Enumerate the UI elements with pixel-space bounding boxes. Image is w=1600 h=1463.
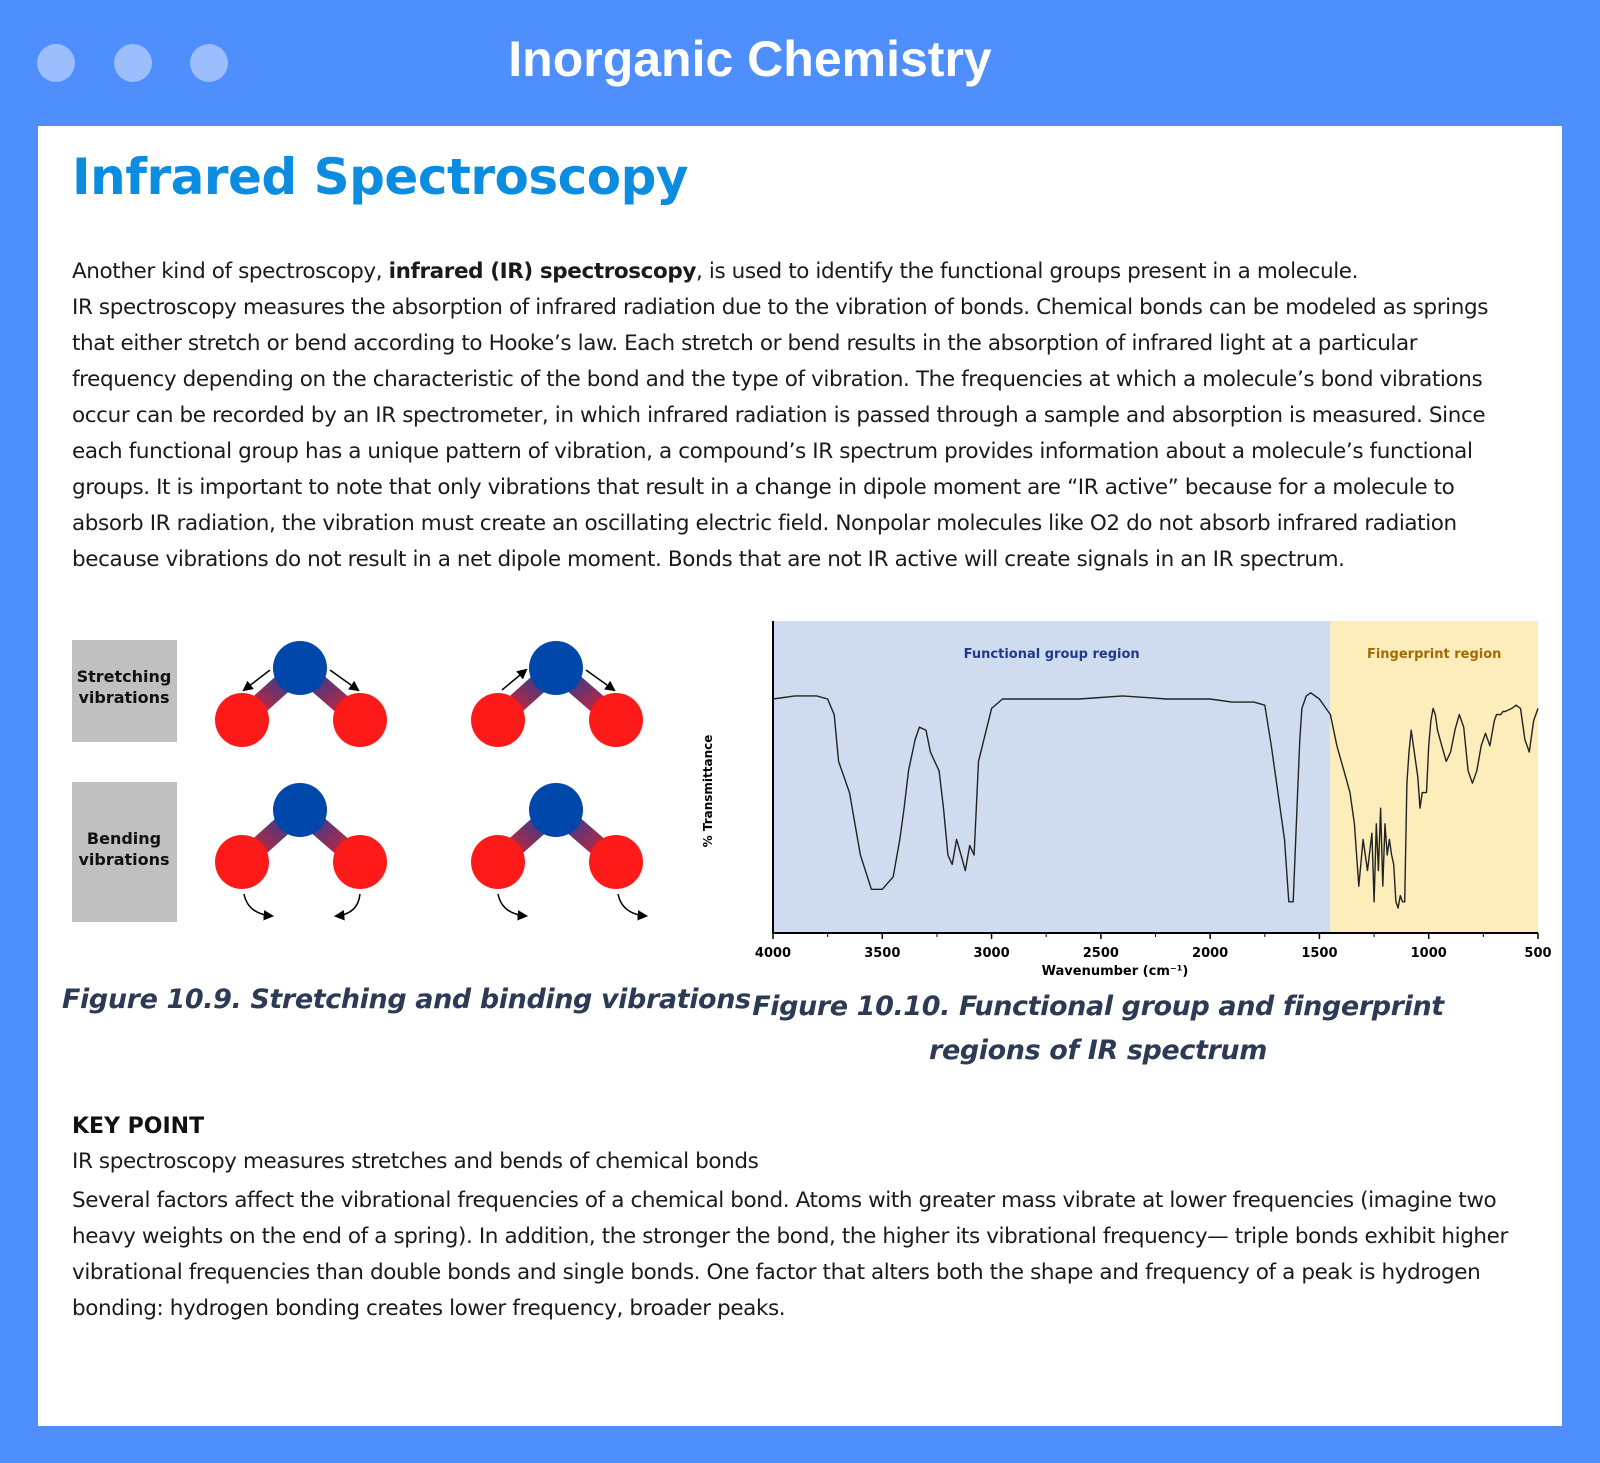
molecule-stretch-symmetric	[215, 641, 387, 747]
factors-paragraph: Several factors affect the vibrational frequencies of a chemical bond. Atoms with greater mass vibrate at lower frequencies (imagine two heavy weights on the end of a spring). In addition, the stronger the bond, the higher its vibrational frequency— triple bonds exhibit higher vibrational frequencies than double bonds and single bonds. One factor that alters both the shape and frequency of a peak is hydrogen bonding: hydrogen bonding creates lower frequency, broader peaks.	[72, 1188, 1508, 1321]
chart-region-2	[1330, 621, 1538, 933]
intro-paragraph	[72, 254, 1512, 578]
ir-spectrum-figure	[698, 621, 1558, 1131]
figure-10-caption	[698, 985, 1498, 1073]
content-window	[38, 126, 1562, 1426]
stretching-label-line1: Stretching	[76, 667, 172, 686]
x-tick-label: 2500	[1082, 946, 1119, 961]
chart-region-label: Fingerprint region	[1366, 647, 1502, 662]
intro-body: IR spectroscopy measures the absorption of infrared radiation due to the vibration of bonds. Chemical bonds can be modeled as springs that either stretch or bend according to Hooke’s law. Each stretch or bend results in the absorption of infrared light at a particular frequency depending on the characteristic of the bond and the type of vibration. The frequencies at which a molecule’s bond vibrations occur can be recorded by an IR spectrometer, in which infrared radiation is passed through a sample and absorption is measured. Since each functional group has a unique pattern of vibration, a compound’s IR spectrum provides information about a molecule’s functional groups. It is important to note that only vibrations that result in a change in dipole moment are “IR active” because for a molecule to absorb IR radiation, the vibration must create an oscillating electric field. Nonpolar molecules like O2 do not absorb infrared radiation because vibrations do not result in a net dipole moment. Bonds that are not IR active will create signals in an IR spectrum.	[72, 295, 1489, 572]
x-tick-label: 2000	[1192, 946, 1229, 961]
intro-bold-term: infrared (IR) spectroscopy	[388, 259, 696, 284]
figure-10-text-1: Functional group and fingerprint	[949, 991, 1444, 1022]
figure-9-number: Figure 10.9.	[62, 984, 242, 1015]
figure-9-text: Stretching and binding vibrations	[241, 984, 751, 1015]
molecule-bend-rocking	[471, 783, 646, 916]
figure-9-caption	[62, 978, 751, 1022]
x-axis-label: Wavenumber (cm⁻¹)	[1041, 964, 1189, 979]
page-title: Infrared Spectroscopy	[72, 148, 689, 206]
vibration-diagram	[72, 640, 672, 940]
y-axis-label: % Transmittance	[701, 734, 715, 848]
key-point-heading: KEY POINT	[72, 1114, 205, 1139]
intro-text-end: , is used to identify the functional groups present in a molecule.	[696, 259, 1359, 284]
x-tick-label: 4000	[754, 946, 792, 961]
ir-spectrum-chart	[698, 621, 1558, 981]
figure-10-text-2: regions of IR spectrum	[929, 1035, 1267, 1066]
app-title: Inorganic Chemistry	[508, 31, 992, 87]
vibration-figure	[72, 640, 672, 940]
key-point-text: IR spectroscopy measures stretches and bends of chemical bonds	[72, 1149, 759, 1174]
x-tick-label: 3000	[973, 946, 1010, 961]
x-tick-label: 3500	[864, 946, 901, 961]
molecule-stretch-asymmetric	[471, 641, 643, 747]
bending-label-line1: Bending	[86, 829, 162, 848]
chart-region-label: Functional group region	[963, 647, 1140, 662]
x-tick-label: 1500	[1301, 946, 1338, 961]
title-bar	[0, 0, 1600, 124]
x-tick-label: 1000	[1410, 946, 1447, 961]
bending-label-line2: vibrations	[78, 850, 170, 869]
stretching-label-line2: vibrations	[78, 688, 170, 707]
intro-text-start: Another kind of spectroscopy,	[72, 259, 389, 284]
molecule-bend-scissoring	[215, 783, 387, 916]
x-tick-label: 500	[1524, 946, 1552, 961]
chart-region-1	[773, 621, 1330, 933]
figure-10-number: Figure 10.10.	[752, 991, 950, 1022]
